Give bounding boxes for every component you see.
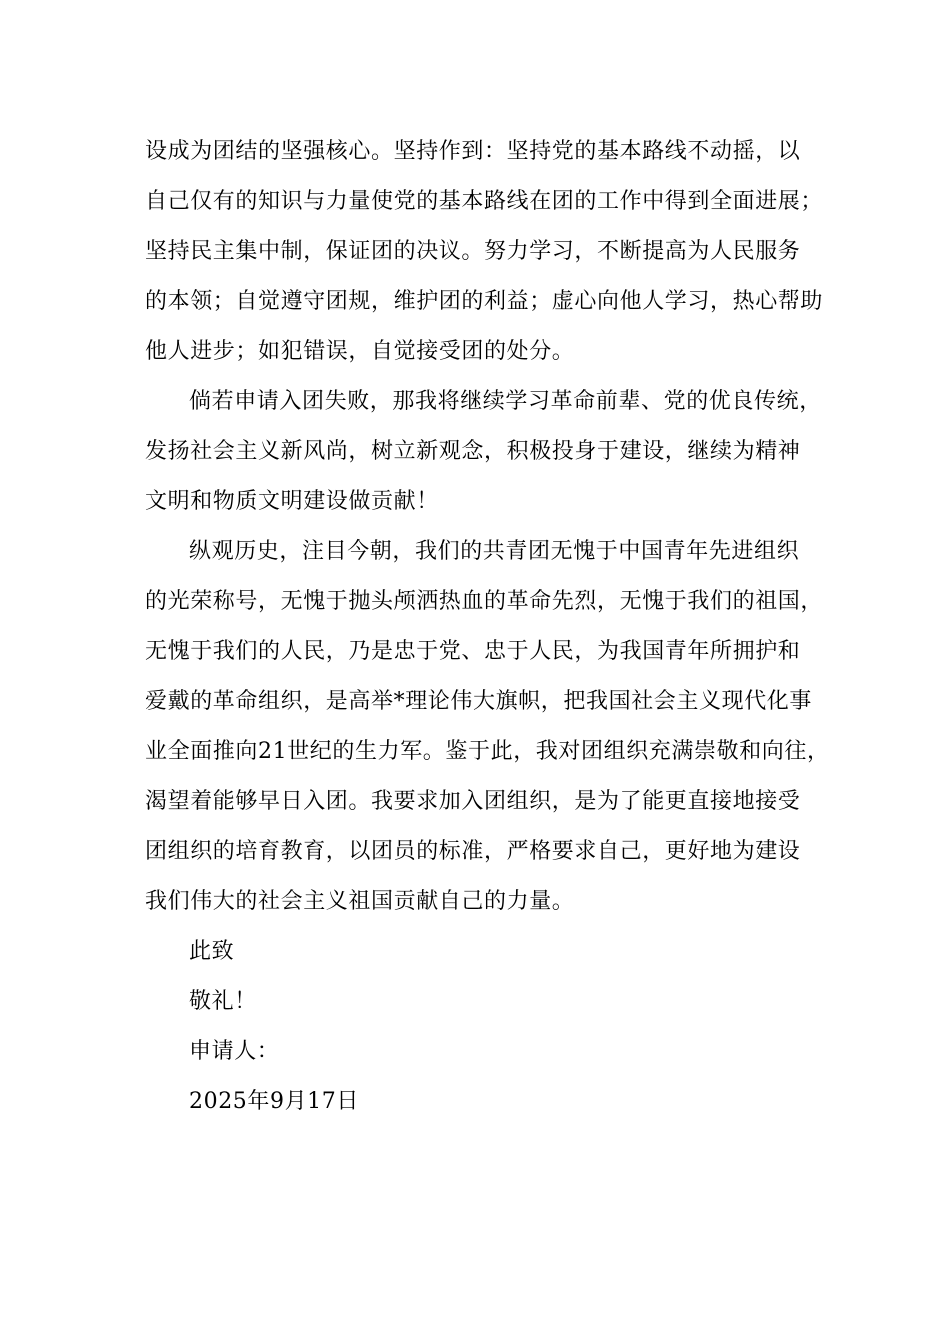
paragraph-3-line-4: 爱戴的革命组织，是高举*理论伟大旗帜，把我国社会主义现代化事 — [145, 689, 813, 714]
paragraph-1-line-2: 自己仅有的知识与力量使党的基本路线在团的工作中得到全面进展； — [145, 189, 824, 214]
paragraph-3-line-6: 渴望着能够早日入团。我要求加入团组织，是为了能更直接地接受 — [145, 789, 801, 814]
paragraph-1-line-4: 的本领；自觉遵守团规，维护团的利益；虚心向他人学习，热心帮助 — [145, 289, 824, 314]
paragraph-3-line-8: 我们伟大的社会主义祖国贡献自己的力量。 — [145, 889, 575, 914]
paragraph-3-line-2: 的光荣称号，无愧于抛头颅洒热血的革命先烈，无愧于我们的祖国， — [145, 589, 824, 614]
paragraph-1-line-5: 他人进步；如犯错误，自觉接受团的处分。 — [145, 339, 575, 364]
paragraph-2-line-2: 发扬社会主义新风尚，树立新观念，积极投身于建设，继续为精神 — [145, 439, 801, 464]
paragraph-2-line-3: 文明和物质文明建设做贡献！ — [145, 489, 439, 514]
paragraph-1-line-3: 坚持民主集中制，保证团的决议。努力学习，不断提高为人民服务 — [145, 239, 801, 264]
applicant-label: 申请人： — [189, 1039, 280, 1064]
paragraph-3-line-1: 纵观历史，注目今朝，我们的共青团无愧于中国青年先进组织 — [189, 539, 800, 564]
closing-salutation-2: 敬礼！ — [189, 989, 257, 1014]
paragraph-1-line-1: 设成为团结的坚强核心。坚持作到：坚持党的基本路线不动摇，以 — [145, 139, 801, 164]
paragraph-2-line-1: 倘若申请入团失败，那我将继续学习革命前辈、党的优良传统， — [189, 389, 822, 414]
paragraph-3-line-5: 业全面推向21世纪的生力军。鉴于此，我对团组织充满崇敬和向往， — [145, 739, 830, 764]
closing-salutation-1: 此致 — [189, 939, 235, 964]
application-date: 2025年9月17日 — [189, 1089, 359, 1114]
paragraph-3-line-3: 无愧于我们的人民，乃是忠于党、忠于人民，为我国青年所拥护和 — [145, 639, 801, 664]
paragraph-3-line-7: 团组织的培育教育，以团员的标准，严格要求自己，更好地为建设 — [145, 839, 801, 864]
